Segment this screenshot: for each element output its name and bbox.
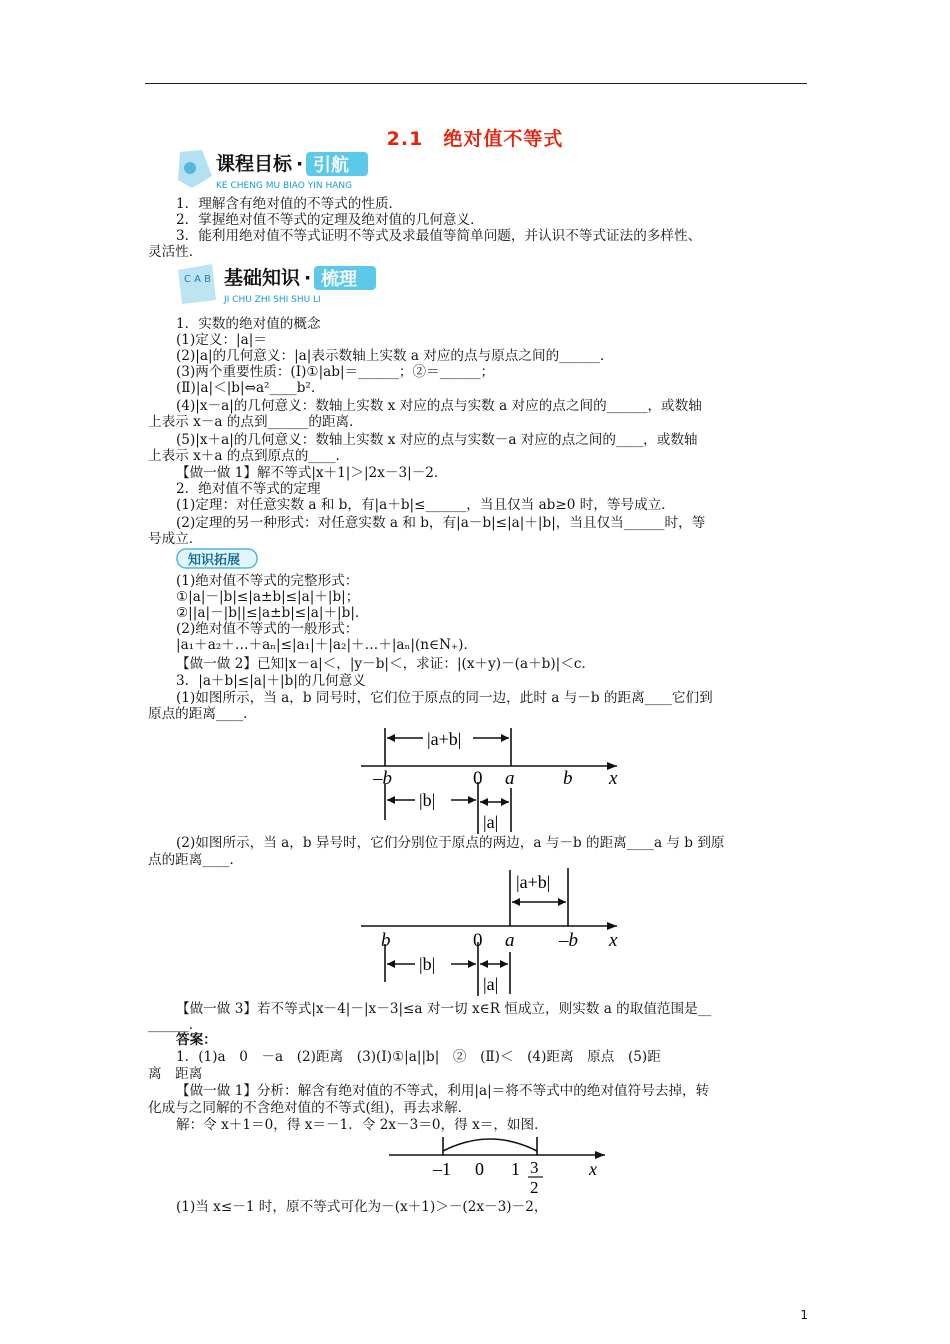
- fig-label: –b: [373, 768, 392, 789]
- text-line: 上表示 x－a 的点到______的距离．: [148, 414, 363, 430]
- figure-opposite-sign: [355, 864, 625, 1000]
- text-line: (4)|x－a|的几何意义：数轴上实数 x 对应的点与实数 a 对应的点之间的______，或数轴: [176, 398, 702, 414]
- text-line: 上表示 x＋a 的点到原点的____．: [148, 448, 350, 464]
- goal-3: 3．能利用绝对值不等式证明不等式及求最值等简单问题，并认识不等式证法的多样性、: [176, 228, 702, 244]
- solution-line: (1)当 x≤－1 时，原不等式可化为－(x＋1)＞－(2x－3)－2，: [176, 1199, 548, 1215]
- banner-course-goals: [172, 146, 382, 194]
- text-line: 化成与之同解的不含绝对值的不等式(组)，再去求解．: [148, 1100, 472, 1116]
- header-rule: [145, 83, 807, 84]
- text-line: ①|a|－|b|≤|a±b|≤|a|＋|b|；: [176, 589, 360, 605]
- text-line: (5)|x＋a|的几何意义：数轴上实数 x 对应的点与实数－a 对应的点之间的____，或数轴: [176, 432, 698, 448]
- exercise-3: 【做一做 3】若不等式|x－4|－|x－3|≤a 对一切 x∈R 恒成立，则实数 a 的取值范围是__: [176, 1001, 712, 1017]
- fig-label: 3: [530, 1158, 539, 1177]
- fig-label: |a|: [483, 974, 499, 994]
- text-line: (1)定义：|a|＝: [176, 332, 267, 348]
- text-line: ②||a|－|b||≤|a±b|≤|a|＋|b|．: [176, 605, 369, 621]
- text-line: 号成立．: [148, 531, 203, 547]
- fig-label: |b|: [419, 954, 436, 974]
- banner-main: 基础知识: [224, 267, 301, 289]
- banner-basic-knowledge: [172, 260, 402, 308]
- fig-label: |a|: [483, 812, 499, 832]
- text-line: (1)定理：对任意实数 a 和 b，有|a＋b|≤______，当且仅当 ab≥0 时，等号成立．: [176, 497, 675, 513]
- fig-label: 2: [530, 1178, 539, 1197]
- fig-label: a: [505, 768, 515, 789]
- text-line: 1．(1)a 0 －a (2)距离 (3)(Ⅰ)①|a||b| ② (Ⅱ)＜ (4)距离 原点 (5)距: [176, 1049, 661, 1065]
- page-number: 1: [800, 1308, 808, 1322]
- goal-2: 2．掌握绝对值不等式的定理及绝对值的几何意义．: [176, 212, 484, 228]
- text-line: ______．: [148, 1017, 203, 1033]
- text-line: 1．实数的绝对值的概念: [176, 316, 321, 332]
- fig-label: b: [381, 930, 391, 951]
- fig-label: 0: [473, 930, 483, 951]
- solution-line: 解：令 x＋1＝0，得 x＝－1．令 2x－3＝0，得 x＝，如图．: [176, 1117, 548, 1133]
- figure-number-line: [385, 1133, 615, 1197]
- banner-letters: C A B: [184, 274, 212, 285]
- text-line: (2)如图所示，当 a，b 异号时，它们分别位于原点的两边，a 与－b 的距离____a 与 b 到原: [176, 835, 725, 851]
- text-line: (2)绝对值不等式的一般形式：: [176, 621, 359, 637]
- fig-label: a: [505, 930, 515, 951]
- text-line: 离 距离: [148, 1066, 203, 1082]
- satellite-icon: [184, 162, 196, 174]
- exercise-2: 【做一做 2】已知|x－a|＜，|y－b|＜，求证：|(x＋y)－(a＋b)|＜c．: [176, 656, 596, 672]
- fig-label: x: [609, 930, 618, 951]
- text-line: (1)如图所示，当 a，b 同号时，它们位于原点的同一边，此时 a 与－b 的距离____它们到: [176, 690, 713, 706]
- text-line: 2．绝对值不等式的定理: [176, 481, 321, 497]
- banner-sub: JI CHU ZHI SHI SHU LI: [224, 295, 321, 305]
- text-line: 3．|a＋b|≤|a|＋|b|的几何意义: [176, 673, 366, 689]
- banner-tag: 梳理: [321, 269, 357, 290]
- fig-label: x: [589, 1159, 597, 1179]
- section-title: 2.1 绝对值不等式: [386, 128, 564, 150]
- fig-label: 0: [473, 768, 483, 789]
- fig-label: x: [609, 768, 618, 789]
- banner-main: 课程目标: [216, 153, 293, 175]
- text-line: (2)|a|的几何意义：|a|表示数轴上实数 a 对应的点与原点之间的______．: [176, 348, 614, 364]
- fig-label: 0: [475, 1159, 484, 1179]
- knowledge-extension-tag: [176, 548, 260, 570]
- figure-same-sign: [355, 724, 625, 840]
- tag-text: 知识拓展: [188, 553, 241, 568]
- answer-heading: 答案：: [176, 1032, 217, 1048]
- banner-sub: KE CHENG MU BIAO YIN HANG: [216, 181, 353, 191]
- fig-label: –1: [433, 1159, 451, 1179]
- fig-label: b: [563, 768, 573, 789]
- banner-tag: 引航: [313, 155, 349, 176]
- text-line: (3)两个重要性质：(Ⅰ)①|ab|＝______；②＝______；: [176, 364, 495, 380]
- text-line: (2)定理的另一种形式：对任意实数 a 和 b，有|a－b|≤|a|＋|b|，当且仅当______时，等: [176, 515, 706, 531]
- fig-label: |a+b|: [427, 729, 462, 749]
- fig-label: 1: [511, 1159, 520, 1179]
- goal-1: 1．理解含有绝对值的不等式的性质．: [176, 196, 403, 212]
- text-line: 【做一做 1】分析：解含有绝对值的不等式，利用|a|＝将不等式中的绝对值符号去掉，转: [176, 1083, 710, 1099]
- goal-3-cont: 灵活性．: [148, 244, 203, 260]
- text-line: (Ⅱ)|a|＜|b|⇔a²____b².: [176, 380, 316, 396]
- text-line: 点的距离____．: [148, 852, 244, 868]
- text-line: (1)绝对值不等式的完整形式：: [176, 573, 359, 589]
- text-line: |a₁＋a₂＋…＋aₙ|≤|a₁|＋|a₂|＋…＋|aₙ|(n∈N₊)．: [176, 637, 478, 653]
- fig-label: |a+b|: [516, 872, 551, 892]
- fig-label: |b|: [419, 790, 436, 810]
- exercise-1: 【做一做 1】解不等式|x＋1|＞|2x－3|－2．: [176, 465, 448, 481]
- svg-text:·: ·: [296, 153, 304, 175]
- svg-text:·: ·: [304, 267, 312, 289]
- fig-label: –b: [559, 930, 578, 951]
- text-line: 原点的距离____．: [148, 706, 257, 722]
